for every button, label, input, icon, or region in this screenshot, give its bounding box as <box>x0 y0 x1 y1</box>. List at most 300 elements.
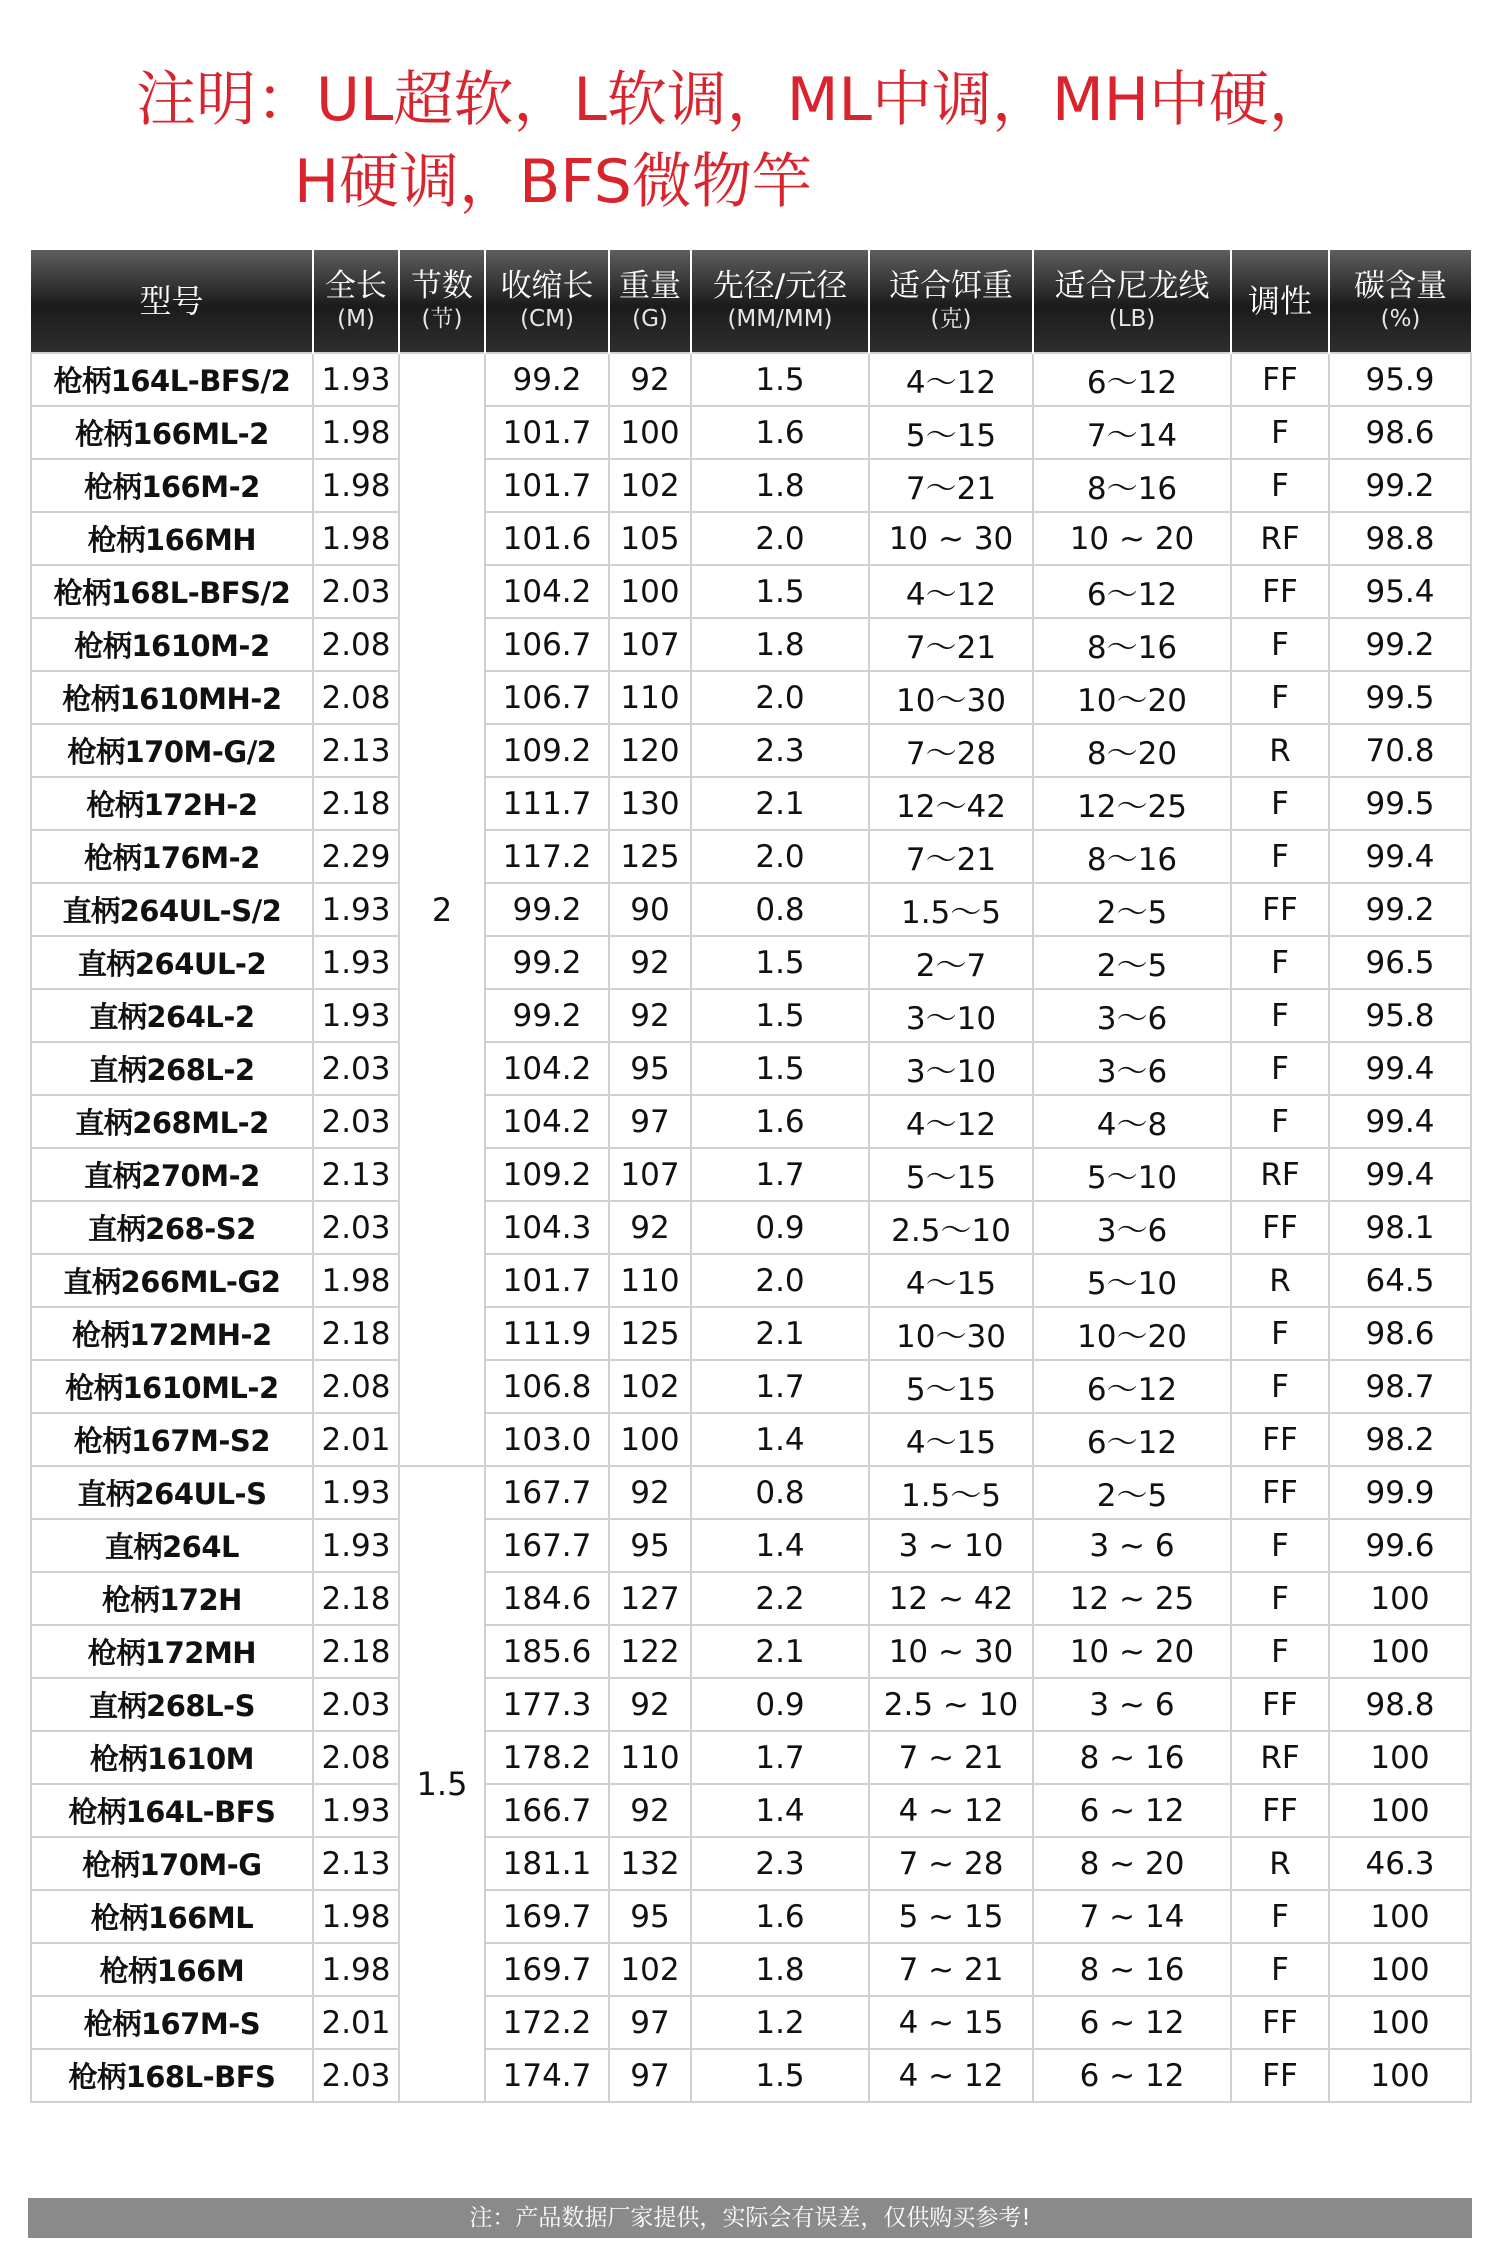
cell-line: 3～6 <box>1033 1201 1231 1254</box>
cell-length: 2.08 <box>313 1731 399 1784</box>
table-row <box>31 724 1471 777</box>
cell-length: 2.08 <box>313 1360 399 1413</box>
cell-line: 6～12 <box>1033 353 1231 406</box>
cell-retracted: 101.7 <box>485 459 609 512</box>
cell-weight: 97 <box>609 1996 691 2049</box>
cell-carbon: 99.5 <box>1329 777 1471 830</box>
cell-model: 枪柄1610M <box>31 1731 313 1784</box>
cell-lure: 2.5～10 <box>869 1201 1033 1254</box>
cell-weight: 102 <box>609 1943 691 1996</box>
cell-lure: 4 ~ 12 <box>869 1784 1033 1837</box>
cell-retracted: 104.3 <box>485 1201 609 1254</box>
cell-action: FF <box>1231 2049 1329 2102</box>
cell-diameter: 1.4 <box>691 1413 869 1466</box>
cell-diameter: 1.7 <box>691 1148 869 1201</box>
cell-diameter: 0.8 <box>691 1466 869 1519</box>
cell-action: F <box>1231 936 1329 989</box>
cell-model: 枪柄172H-2 <box>31 777 313 830</box>
cell-retracted: 104.2 <box>485 565 609 618</box>
cell-line: 4～8 <box>1033 1095 1231 1148</box>
cell-carbon: 46.3 <box>1329 1837 1471 1890</box>
cell-diameter: 2.1 <box>691 777 869 830</box>
cell-length: 2.29 <box>313 830 399 883</box>
cell-weight: 107 <box>609 1148 691 1201</box>
cell-retracted: 101.7 <box>485 1254 609 1307</box>
cell-model: 枪柄166M <box>31 1943 313 1996</box>
cell-lure: 4 ~ 15 <box>869 1996 1033 2049</box>
cell-length: 1.98 <box>313 406 399 459</box>
cell-diameter: 2.3 <box>691 1837 869 1890</box>
cell-weight: 125 <box>609 1307 691 1360</box>
cell-action: FF <box>1231 883 1329 936</box>
cell-weight: 92 <box>609 989 691 1042</box>
cell-model: 枪柄172MH-2 <box>31 1307 313 1360</box>
cell-length: 2.18 <box>313 777 399 830</box>
cell-lure: 4～15 <box>869 1254 1033 1307</box>
table-row <box>31 565 1471 618</box>
header-diameter: 先径/元径 (MM/MM) <box>691 250 869 353</box>
cell-lure: 4～12 <box>869 565 1033 618</box>
cell-lure: 7～28 <box>869 724 1033 777</box>
cell-action: F <box>1231 1519 1329 1572</box>
cell-lure: 4～12 <box>869 1095 1033 1148</box>
cell-line: 10～20 <box>1033 671 1231 724</box>
cell-diameter: 1.5 <box>691 1042 869 1095</box>
cell-length: 1.98 <box>313 1890 399 1943</box>
cell-carbon: 99.6 <box>1329 1519 1471 1572</box>
cell-lure: 3～10 <box>869 1042 1033 1095</box>
cell-line: 3～6 <box>1033 989 1231 1042</box>
cell-diameter: 1.8 <box>691 459 869 512</box>
cell-diameter: 1.2 <box>691 1996 869 2049</box>
cell-lure: 4 ~ 12 <box>869 2049 1033 2102</box>
table-row <box>31 1572 1471 1625</box>
cell-line: 3 ~ 6 <box>1033 1678 1231 1731</box>
table-row <box>31 1360 1471 1413</box>
cell-diameter: 2.0 <box>691 1254 869 1307</box>
table-row <box>31 1890 1471 1943</box>
cell-line: 6～12 <box>1033 565 1231 618</box>
cell-model: 直柄268ML-2 <box>31 1095 313 1148</box>
cell-diameter: 1.5 <box>691 2049 869 2102</box>
cell-weight: 102 <box>609 1360 691 1413</box>
cell-line: 8 ~ 20 <box>1033 1837 1231 1890</box>
cell-line: 5～10 <box>1033 1148 1231 1201</box>
cell-weight: 122 <box>609 1625 691 1678</box>
cell-weight: 97 <box>609 1095 691 1148</box>
cell-line: 7 ~ 14 <box>1033 1890 1231 1943</box>
cell-action: F <box>1231 1943 1329 1996</box>
cell-line: 10 ~ 20 <box>1033 1625 1231 1678</box>
cell-model: 枪柄1610M-2 <box>31 618 313 671</box>
cell-action: RF <box>1231 512 1329 565</box>
cell-line: 6 ~ 12 <box>1033 1784 1231 1837</box>
cell-model: 直柄268L-S <box>31 1678 313 1731</box>
table-row <box>31 2049 1471 2102</box>
cell-action: F <box>1231 777 1329 830</box>
cell-model: 直柄264L-2 <box>31 989 313 1042</box>
cell-length: 2.03 <box>313 565 399 618</box>
cell-action: RF <box>1231 1731 1329 1784</box>
cell-lure: 7 ~ 28 <box>869 1837 1033 1890</box>
cell-carbon: 100 <box>1329 1996 1471 2049</box>
cell-model: 直柄268-S2 <box>31 1201 313 1254</box>
cell-carbon: 100 <box>1329 2049 1471 2102</box>
cell-retracted: 99.2 <box>485 936 609 989</box>
cell-model: 枪柄166MH <box>31 512 313 565</box>
cell-model: 枪柄170M-G/2 <box>31 724 313 777</box>
cell-carbon: 98.2 <box>1329 1413 1471 1466</box>
cell-length: 2.13 <box>313 724 399 777</box>
cell-weight: 95 <box>609 1042 691 1095</box>
cell-lure: 7～21 <box>869 830 1033 883</box>
table-row <box>31 777 1471 830</box>
cell-carbon: 70.8 <box>1329 724 1471 777</box>
table-row <box>31 512 1471 565</box>
cell-model: 枪柄167M-S2 <box>31 1413 313 1466</box>
cell-carbon: 99.4 <box>1329 1148 1471 1201</box>
cell-length: 1.93 <box>313 353 399 406</box>
note-line-2: H硬调，BFS微物竿 <box>294 147 812 217</box>
cell-action: F <box>1231 406 1329 459</box>
cell-line: 12 ~ 25 <box>1033 1572 1231 1625</box>
cell-length: 2.08 <box>313 671 399 724</box>
cell-weight: 102 <box>609 459 691 512</box>
footer-disclaimer: 注：产品数据厂家提供，实际会有误差，仅供购买参考! <box>28 2198 1472 2238</box>
table-row <box>31 1201 1471 1254</box>
cell-action: R <box>1231 1254 1329 1307</box>
cell-line: 2～5 <box>1033 1466 1231 1519</box>
cell-retracted: 177.3 <box>485 1678 609 1731</box>
cell-retracted: 185.6 <box>485 1625 609 1678</box>
cell-weight: 97 <box>609 2049 691 2102</box>
cell-weight: 92 <box>609 1201 691 1254</box>
cell-weight: 125 <box>609 830 691 883</box>
cell-carbon: 99.2 <box>1329 883 1471 936</box>
cell-weight: 100 <box>609 565 691 618</box>
cell-lure: 3～10 <box>869 989 1033 1042</box>
cell-retracted: 101.6 <box>485 512 609 565</box>
cell-model: 直柄264UL-S/2 <box>31 883 313 936</box>
cell-carbon: 98.6 <box>1329 406 1471 459</box>
cell-diameter: 2.0 <box>691 512 869 565</box>
cell-diameter: 1.5 <box>691 936 869 989</box>
cell-diameter: 1.7 <box>691 1731 869 1784</box>
cell-retracted: 166.7 <box>485 1784 609 1837</box>
table-row <box>31 1943 1471 1996</box>
cell-model: 枪柄166ML <box>31 1890 313 1943</box>
table-header-row <box>31 250 1471 353</box>
cell-action: RF <box>1231 1148 1329 1201</box>
table-row <box>31 1625 1471 1678</box>
cell-retracted: 178.2 <box>485 1731 609 1784</box>
cell-model: 枪柄166M-2 <box>31 459 313 512</box>
table-row <box>31 1148 1471 1201</box>
cell-action: FF <box>1231 1201 1329 1254</box>
cell-lure: 5～15 <box>869 1148 1033 1201</box>
cell-model: 枪柄166ML-2 <box>31 406 313 459</box>
cell-retracted: 106.7 <box>485 618 609 671</box>
cell-carbon: 100 <box>1329 1731 1471 1784</box>
cell-retracted: 104.2 <box>485 1095 609 1148</box>
cell-weight: 132 <box>609 1837 691 1890</box>
cell-model: 枪柄172MH <box>31 1625 313 1678</box>
cell-line: 12～25 <box>1033 777 1231 830</box>
cell-model: 枪柄164L-BFS <box>31 1784 313 1837</box>
table-row <box>31 883 1471 936</box>
cell-weight: 107 <box>609 618 691 671</box>
cell-diameter: 1.5 <box>691 565 869 618</box>
cell-line: 8～16 <box>1033 459 1231 512</box>
cell-carbon: 98.7 <box>1329 1360 1471 1413</box>
cell-lure: 7～21 <box>869 618 1033 671</box>
cell-action: F <box>1231 671 1329 724</box>
cell-action: F <box>1231 989 1329 1042</box>
cell-diameter: 2.0 <box>691 830 869 883</box>
cell-length: 1.98 <box>313 1254 399 1307</box>
cell-diameter: 1.5 <box>691 353 869 406</box>
cell-lure: 4～12 <box>869 353 1033 406</box>
cell-carbon: 99.5 <box>1329 671 1471 724</box>
cell-line: 3～6 <box>1033 1042 1231 1095</box>
table-row <box>31 1731 1471 1784</box>
cell-model: 直柄264UL-S <box>31 1466 313 1519</box>
cell-retracted: 99.2 <box>485 353 609 406</box>
cell-weight: 92 <box>609 353 691 406</box>
cell-length: 1.93 <box>313 936 399 989</box>
cell-diameter: 1.4 <box>691 1519 869 1572</box>
cell-lure: 10～30 <box>869 671 1033 724</box>
cell-retracted: 103.0 <box>485 1413 609 1466</box>
cell-diameter: 1.8 <box>691 618 869 671</box>
cell-carbon: 98.6 <box>1329 1307 1471 1360</box>
cell-model: 枪柄1610MH-2 <box>31 671 313 724</box>
table-row <box>31 1307 1471 1360</box>
table-row <box>31 1678 1471 1731</box>
cell-length: 2.01 <box>313 1413 399 1466</box>
cell-diameter: 2.3 <box>691 724 869 777</box>
cell-carbon: 100 <box>1329 1784 1471 1837</box>
table-row <box>31 1413 1471 1466</box>
cell-action: FF <box>1231 1678 1329 1731</box>
cell-retracted: 181.1 <box>485 1837 609 1890</box>
cell-retracted: 109.2 <box>485 724 609 777</box>
cell-weight: 92 <box>609 1678 691 1731</box>
cell-weight: 127 <box>609 1572 691 1625</box>
table-body <box>31 353 1471 2102</box>
cell-action: F <box>1231 1890 1329 1943</box>
table-row <box>31 989 1471 1042</box>
cell-weight: 130 <box>609 777 691 830</box>
cell-model: 枪柄172H <box>31 1572 313 1625</box>
table-row <box>31 406 1471 459</box>
header-weight: 重量 (G) <box>609 250 691 353</box>
cell-length: 2.18 <box>313 1625 399 1678</box>
cell-retracted: 106.8 <box>485 1360 609 1413</box>
cell-weight: 100 <box>609 406 691 459</box>
cell-length: 2.03 <box>313 1095 399 1148</box>
cell-line: 6～12 <box>1033 1413 1231 1466</box>
cell-diameter: 0.9 <box>691 1201 869 1254</box>
cell-action: F <box>1231 1572 1329 1625</box>
table-row <box>31 1254 1471 1307</box>
cell-weight: 92 <box>609 1784 691 1837</box>
table-row <box>31 1042 1471 1095</box>
cell-length: 2.08 <box>313 618 399 671</box>
cell-diameter: 2.0 <box>691 671 869 724</box>
cell-retracted: 167.7 <box>485 1519 609 1572</box>
cell-retracted: 117.2 <box>485 830 609 883</box>
cell-lure: 5 ~ 15 <box>869 1890 1033 1943</box>
cell-line: 2～5 <box>1033 883 1231 936</box>
cell-action: F <box>1231 1360 1329 1413</box>
cell-diameter: 1.5 <box>691 989 869 1042</box>
cell-weight: 110 <box>609 671 691 724</box>
cell-diameter: 2.1 <box>691 1307 869 1360</box>
cell-diameter: 1.6 <box>691 1095 869 1148</box>
cell-action: F <box>1231 459 1329 512</box>
header-lure-weight: 适合饵重 (克) <box>869 250 1033 353</box>
cell-carbon: 98.1 <box>1329 1201 1471 1254</box>
cell-retracted: 111.9 <box>485 1307 609 1360</box>
cell-line: 8 ~ 16 <box>1033 1943 1231 1996</box>
cell-carbon: 99.4 <box>1329 1042 1471 1095</box>
cell-lure: 3 ~ 10 <box>869 1519 1033 1572</box>
header-carbon: 碳含量 (%) <box>1329 250 1471 353</box>
cell-diameter: 1.8 <box>691 1943 869 1996</box>
cell-retracted: 101.7 <box>485 406 609 459</box>
cell-lure: 12～42 <box>869 777 1033 830</box>
cell-action: F <box>1231 1307 1329 1360</box>
cell-length: 1.98 <box>313 1943 399 1996</box>
cell-carbon: 95.9 <box>1329 353 1471 406</box>
cell-weight: 110 <box>609 1254 691 1307</box>
cell-line: 10～20 <box>1033 1307 1231 1360</box>
cell-model: 枪柄1610ML-2 <box>31 1360 313 1413</box>
cell-model: 枪柄168L-BFS/2 <box>31 565 313 618</box>
cell-line: 10 ~ 20 <box>1033 512 1231 565</box>
cell-retracted: 169.7 <box>485 1890 609 1943</box>
cell-length: 2.03 <box>313 2049 399 2102</box>
cell-line: 8～16 <box>1033 618 1231 671</box>
header-retracted: 收缩长 (CM) <box>485 250 609 353</box>
cell-lure: 10 ~ 30 <box>869 512 1033 565</box>
table-row <box>31 1784 1471 1837</box>
cell-model: 直柄266ML-G2 <box>31 1254 313 1307</box>
cell-model: 直柄264L <box>31 1519 313 1572</box>
cell-action: R <box>1231 724 1329 777</box>
cell-line: 5～10 <box>1033 1254 1231 1307</box>
header-model: 型号 <box>31 250 313 353</box>
cell-carbon: 100 <box>1329 1943 1471 1996</box>
cell-model: 枪柄164L-BFS/2 <box>31 353 313 406</box>
cell-weight: 95 <box>609 1890 691 1943</box>
cell-lure: 12 ~ 42 <box>869 1572 1033 1625</box>
cell-lure: 2.5 ~ 10 <box>869 1678 1033 1731</box>
cell-lure: 2～7 <box>869 936 1033 989</box>
cell-action: FF <box>1231 1413 1329 1466</box>
cell-model: 枪柄168L-BFS <box>31 2049 313 2102</box>
cell-length: 1.93 <box>313 883 399 936</box>
cell-weight: 120 <box>609 724 691 777</box>
cell-lure: 7～21 <box>869 459 1033 512</box>
cell-lure: 7 ~ 21 <box>869 1731 1033 1784</box>
cell-carbon: 99.2 <box>1329 459 1471 512</box>
cell-model: 直柄268L-2 <box>31 1042 313 1095</box>
cell-line: 8 ~ 16 <box>1033 1731 1231 1784</box>
cell-length: 2.01 <box>313 1996 399 2049</box>
cell-action: FF <box>1231 565 1329 618</box>
cell-lure: 10 ~ 30 <box>869 1625 1033 1678</box>
note-line-1: 注明：UL超软，L软调，ML中调，MH中硬， <box>136 65 1329 135</box>
cell-retracted: 167.7 <box>485 1466 609 1519</box>
table-row <box>31 353 1471 406</box>
cell-carbon: 99.4 <box>1329 830 1471 883</box>
cell-retracted: 109.2 <box>485 1148 609 1201</box>
cell-line: 6 ~ 12 <box>1033 1996 1231 2049</box>
cell-length: 2.13 <box>313 1837 399 1890</box>
cell-action: FF <box>1231 1466 1329 1519</box>
table-row <box>31 1519 1471 1572</box>
cell-retracted: 99.2 <box>485 883 609 936</box>
cell-line: 8～16 <box>1033 830 1231 883</box>
cell-action: FF <box>1231 1784 1329 1837</box>
cell-line: 3 ~ 6 <box>1033 1519 1231 1572</box>
cell-action: FF <box>1231 1996 1329 2049</box>
cell-action: F <box>1231 618 1329 671</box>
cell-line: 8～20 <box>1033 724 1231 777</box>
table-row <box>31 830 1471 883</box>
cell-action: FF <box>1231 353 1329 406</box>
spec-table <box>30 250 1472 2103</box>
cell-line: 6～12 <box>1033 1360 1231 1413</box>
cell-length: 1.98 <box>313 459 399 512</box>
cell-lure: 7 ~ 21 <box>869 1943 1033 1996</box>
cell-retracted: 169.7 <box>485 1943 609 1996</box>
header-length: 全长 (M) <box>313 250 399 353</box>
cell-length: 2.18 <box>313 1572 399 1625</box>
table-row <box>31 618 1471 671</box>
cell-length: 2.18 <box>313 1307 399 1360</box>
cell-carbon: 99.4 <box>1329 1095 1471 1148</box>
cell-diameter: 1.6 <box>691 406 869 459</box>
cell-retracted: 111.7 <box>485 777 609 830</box>
table-row <box>31 1466 1471 1519</box>
cell-length: 2.13 <box>313 1148 399 1201</box>
cell-weight: 90 <box>609 883 691 936</box>
table-row <box>31 936 1471 989</box>
cell-diameter: 2.1 <box>691 1625 869 1678</box>
cell-model: 枪柄167M-S <box>31 1996 313 2049</box>
cell-length: 1.93 <box>313 1784 399 1837</box>
cell-length: 2.03 <box>313 1678 399 1731</box>
cell-lure: 4～15 <box>869 1413 1033 1466</box>
header-line: 适合尼龙线 (LB) <box>1033 250 1231 353</box>
cell-lure: 1.5～5 <box>869 1466 1033 1519</box>
cell-weight: 105 <box>609 512 691 565</box>
cell-carbon: 95.8 <box>1329 989 1471 1042</box>
cell-action: F <box>1231 1095 1329 1148</box>
header-action: 调性 <box>1231 250 1329 353</box>
cell-carbon: 100 <box>1329 1890 1471 1943</box>
cell-line: 6 ~ 12 <box>1033 2049 1231 2102</box>
cell-model: 枪柄170M-G <box>31 1837 313 1890</box>
cell-line: 7～14 <box>1033 406 1231 459</box>
cell-model: 直柄264UL-2 <box>31 936 313 989</box>
cell-diameter: 0.9 <box>691 1678 869 1731</box>
cell-length: 1.93 <box>313 1519 399 1572</box>
cell-carbon: 98.8 <box>1329 512 1471 565</box>
